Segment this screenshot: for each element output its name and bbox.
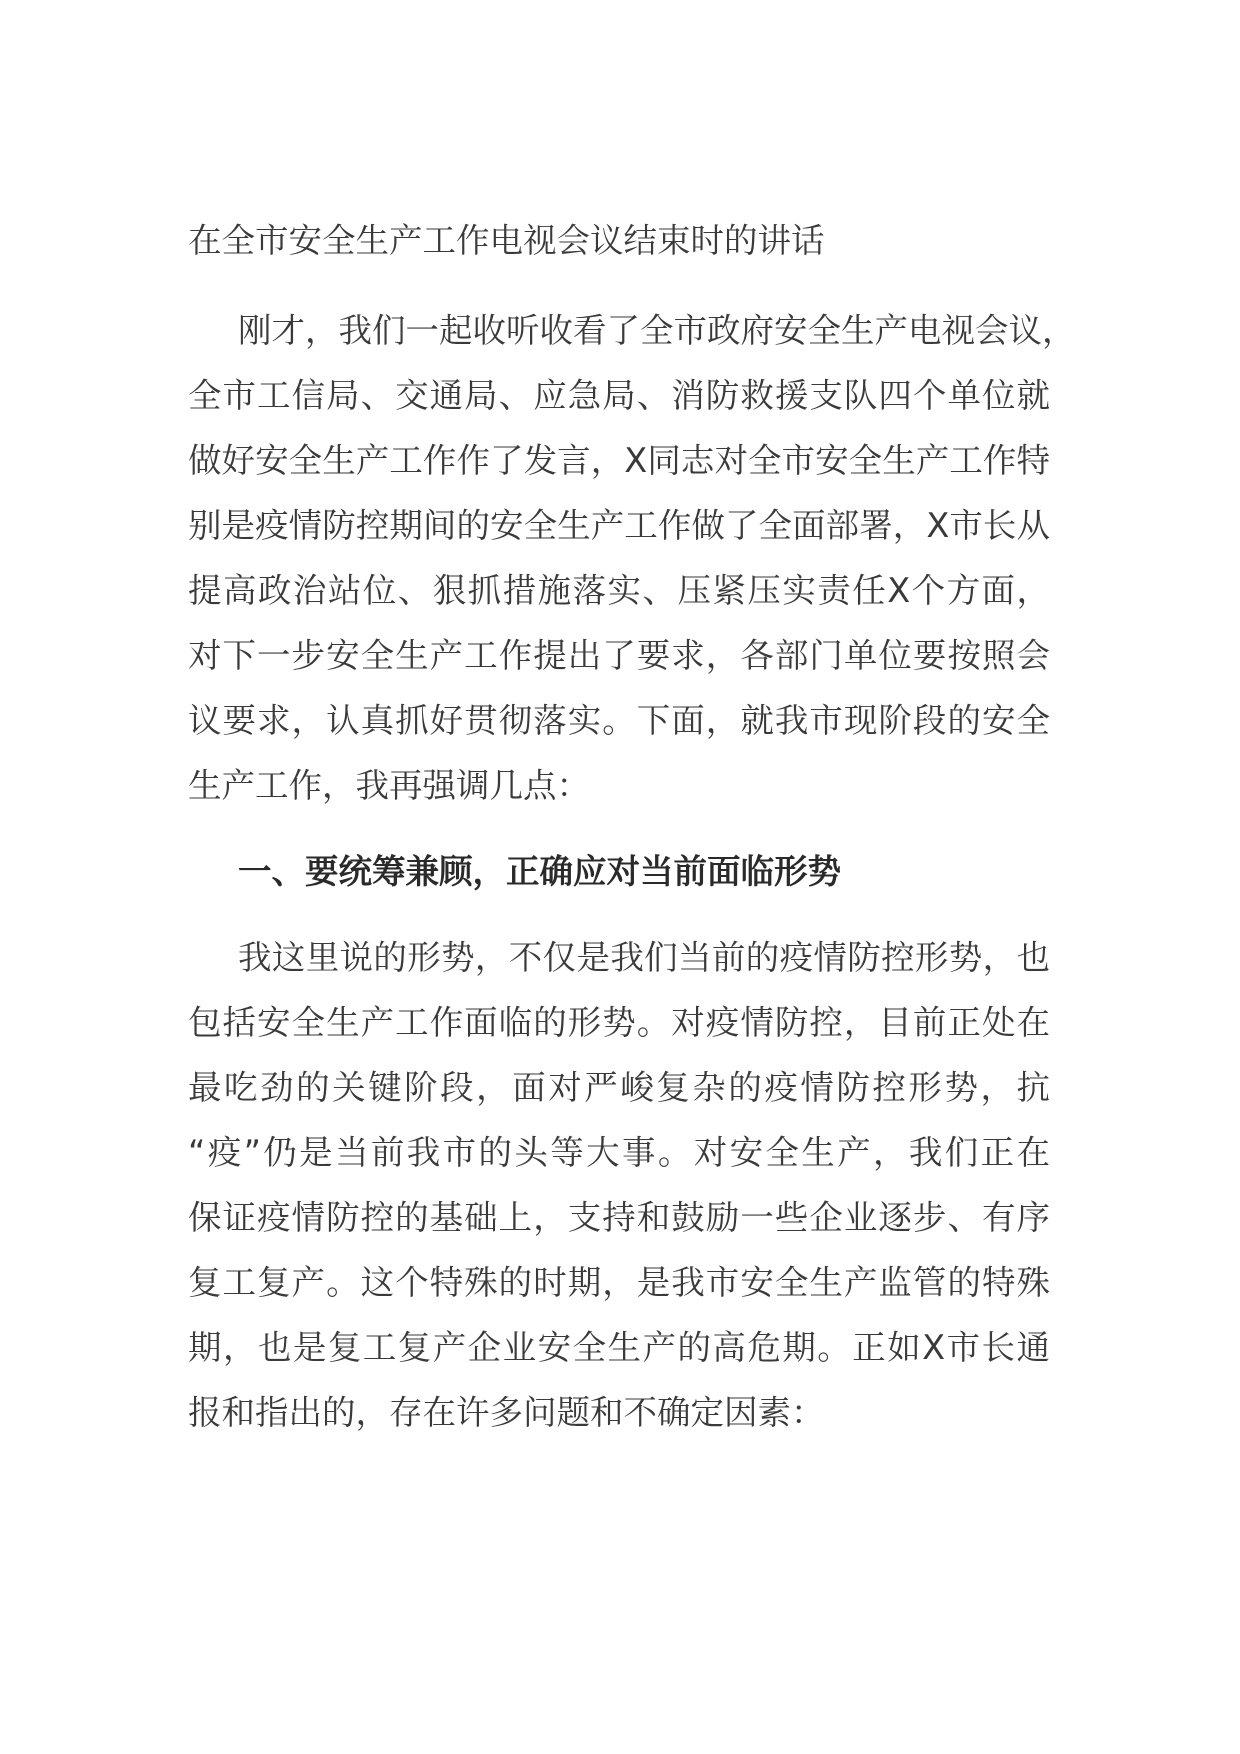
document-title: 在全市安全生产工作电视会议结束时的讲话 <box>188 221 825 260</box>
section-heading: 一、要统筹兼顾，正确应对当前面临形势 <box>238 852 841 891</box>
paragraph-line: 对下一步安全生产工作提出了要求，各部门单位要按照会 <box>188 636 1050 675</box>
paragraph-line: 议要求，认真抓好贯彻落实。下面，就我市现阶段的安全 <box>188 701 1050 740</box>
paragraph-line: 包括安全生产工作面临的形势。对疫情防控，目前正处在 <box>188 1003 1050 1042</box>
paragraph-line: 全市工信局、交通局、应急局、消防救援支队四个单位就 <box>188 376 1050 415</box>
paragraph-line: 期，也是复工复产企业安全生产的高危期。正如X市长通 <box>188 1328 1050 1367</box>
paragraph-line: 最吃劲的关键阶段，面对严峻复杂的疫情防控形势，抗 <box>188 1068 1050 1107</box>
paragraph-line: 做好安全生产工作作了发言，X同志对全市安全生产工作特 <box>188 441 1050 480</box>
paragraph-line: 刚才，我们一起收听收看了全市政府安全生产电视会议， <box>238 311 1076 350</box>
paragraph-line: 别是疫情防控期间的安全生产工作做了全面部署，X市长从 <box>188 506 1050 545</box>
paragraph-line: “疫”仍是当前我市的头等大事。对安全生产，我们正在 <box>188 1133 1050 1172</box>
paragraph-line: 提高政治站位、狠抓措施落实、压紧压实责任X个方面， <box>188 571 1050 610</box>
paragraph-line: 复工复产。这个特殊的时期，是我市安全生产监管的特殊 <box>188 1263 1050 1302</box>
paragraph-line: 报和指出的，存在许多问题和不确定因素： <box>188 1393 825 1432</box>
paragraph-line: 我这里说的形势，不仅是我们当前的疫情防控形势，也 <box>238 938 1050 977</box>
paragraph-line: 生产工作，我再强调几点： <box>188 766 590 805</box>
paragraph-line: 保证疫情防控的基础上，支持和鼓励一些企业逐步、有序 <box>188 1198 1050 1237</box>
